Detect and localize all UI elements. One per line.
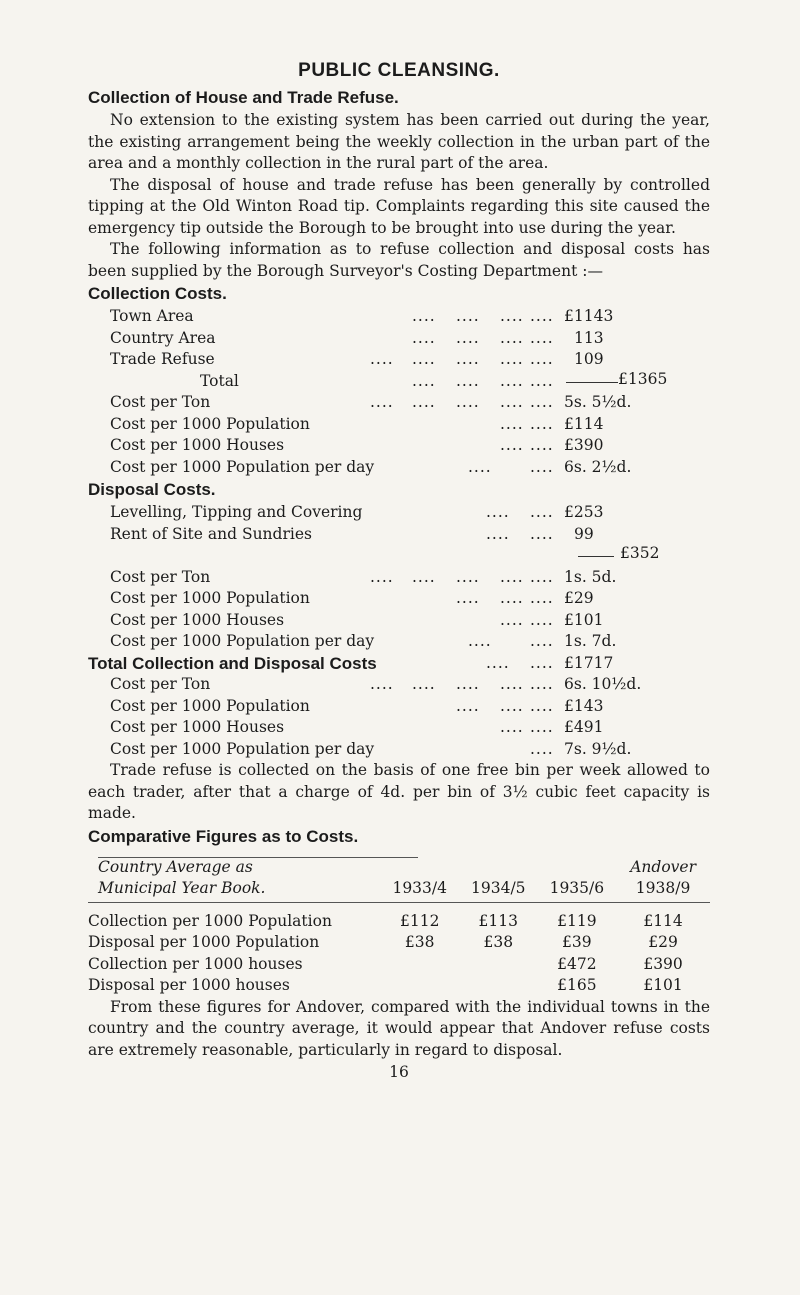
total-rule xyxy=(566,382,618,383)
disposal-costs-heading: Disposal Costs. xyxy=(88,480,216,499)
col-header-1933-4: 1933/4 xyxy=(380,878,459,902)
cost-row-per-ton: Cost per Ton .... .... .... .... .... 5s. 5½d. xyxy=(110,393,632,411)
paragraph-costing-info: The following information as to refuse collection and disposal costs has been supplied by the Borough Surveyor's Costing Department :— xyxy=(88,240,710,280)
page-title: PUBLIC CLEANSING. xyxy=(298,60,500,81)
collection-costs-heading: Collection Costs. xyxy=(88,284,227,303)
page-number: 16 xyxy=(389,1063,409,1081)
disposal-total-rule xyxy=(578,556,614,557)
col-header-1934-5: 1934/5 xyxy=(459,878,538,902)
paragraph-disposal: The disposal of house and trade refuse has been generally by controlled tipping at the Old Winton Road tip. Complaints regarding this site caused the emergency tip outside the Borough to be brought into use during the year. xyxy=(88,175,710,237)
paragraph-conclusion: From these figures for Andover, compared with the individual towns in the country and the country average, it would appear that Andover refuse costs are extremely reasonable, particularly in regard to disposal. xyxy=(88,997,710,1059)
total-row-per-day: Cost per 1000 Population per day .... 7s. 9½d. xyxy=(110,739,632,758)
cost-row-disposal-per-1000-population: Cost per 1000 Population .... .... .... £29 xyxy=(110,589,594,607)
cost-row-trade-refuse: Trade Refuse .... .... .... .... .... 109 xyxy=(110,350,604,368)
section-heading-collection-house-trade: Collection of House and Trade Refuse. xyxy=(88,88,399,107)
disposal-costs-list xyxy=(88,502,710,653)
cost-row-town-area: Town Area .... .... .... .... £1143 xyxy=(110,307,614,325)
cost-row-disposal-per-day: Cost per 1000 Population per day .... .... 1s. 7d. xyxy=(110,632,617,650)
total-row-per-ton: Cost per Ton .... .... .... .... .... 6s. 10½d. xyxy=(110,675,642,693)
cost-row-disposal-per-1000-houses: Cost per 1000 Houses .... .... £101 xyxy=(110,610,604,629)
col-header-1935-6: 1935/6 xyxy=(538,878,617,902)
table-row: Disposal per 1000 Population £38 £38 £39 £29 xyxy=(88,933,678,951)
table-row: Collection per 1000 Population £112 £113 £119 £114 xyxy=(88,911,683,930)
header-andover: Andover xyxy=(630,857,696,876)
cost-row-country-area: Country Area .... .... .... .... 113 xyxy=(110,328,604,347)
table-row: Disposal per 1000 houses £165 £101 xyxy=(88,976,683,994)
table-row: Collection per 1000 houses £472 £390 xyxy=(88,954,683,973)
cost-row-rent-site: Rent of Site and Sundries .... .... 99 xyxy=(110,524,594,543)
total-row-per-1000-houses: Cost per 1000 Houses .... .... £491 xyxy=(110,718,604,736)
comparative-table xyxy=(88,857,710,997)
cost-row-per-1000-houses: Cost per 1000 Houses .... .... £390 xyxy=(110,436,604,454)
total-costs-heading: Total Collection and Disposal Costs xyxy=(88,653,377,673)
header-municipal-year-book: Municipal Year Book. xyxy=(88,878,380,902)
table-top-rule xyxy=(98,857,418,858)
cost-row-disposal-total: £352 xyxy=(88,545,710,567)
total-costs-heading-row: Total Collection and Disposal Costs .... .... £1717 xyxy=(88,653,614,673)
total-costs-list xyxy=(88,653,710,761)
paragraph-trade-refuse: Trade refuse is collected on the basis of one free bin per week allowed to each trader, after that a charge of 4d. per bin of 3½ cubic feet capacity is made. xyxy=(88,761,710,822)
cost-row-total: Total .... .... .... .... £1365 xyxy=(200,369,668,390)
cost-row-per-1000-population-per-day: Cost per 1000 Population per day .... .... 6s. 2½d. xyxy=(110,457,632,476)
comparative-table-wrap xyxy=(88,857,710,997)
header-country-average: Country Average as xyxy=(98,857,253,876)
total-row-per-1000-population: Cost per 1000 Population .... .... .... £143 xyxy=(110,696,604,715)
collection-costs-list xyxy=(88,306,710,478)
col-header-1938-9: 1938/9 xyxy=(616,878,710,902)
paragraph-extension: No extension to the existing system has been carried out during the year, the existing arrangement being the weekly collection in the urban part of the area and a monthly collection in the rural part of the area. xyxy=(88,111,710,172)
cost-row-levelling: Levelling, Tipping and Covering .... .... £253 xyxy=(110,503,604,521)
comparative-heading: Comparative Figures as to Costs. xyxy=(88,826,359,846)
cost-row-disposal-per-ton: Cost per Ton .... .... .... .... .... 1s. 5d. xyxy=(110,567,617,586)
document-page xyxy=(88,60,710,1081)
cost-row-per-1000-population: Cost per 1000 Population .... .... £114 xyxy=(110,414,604,433)
